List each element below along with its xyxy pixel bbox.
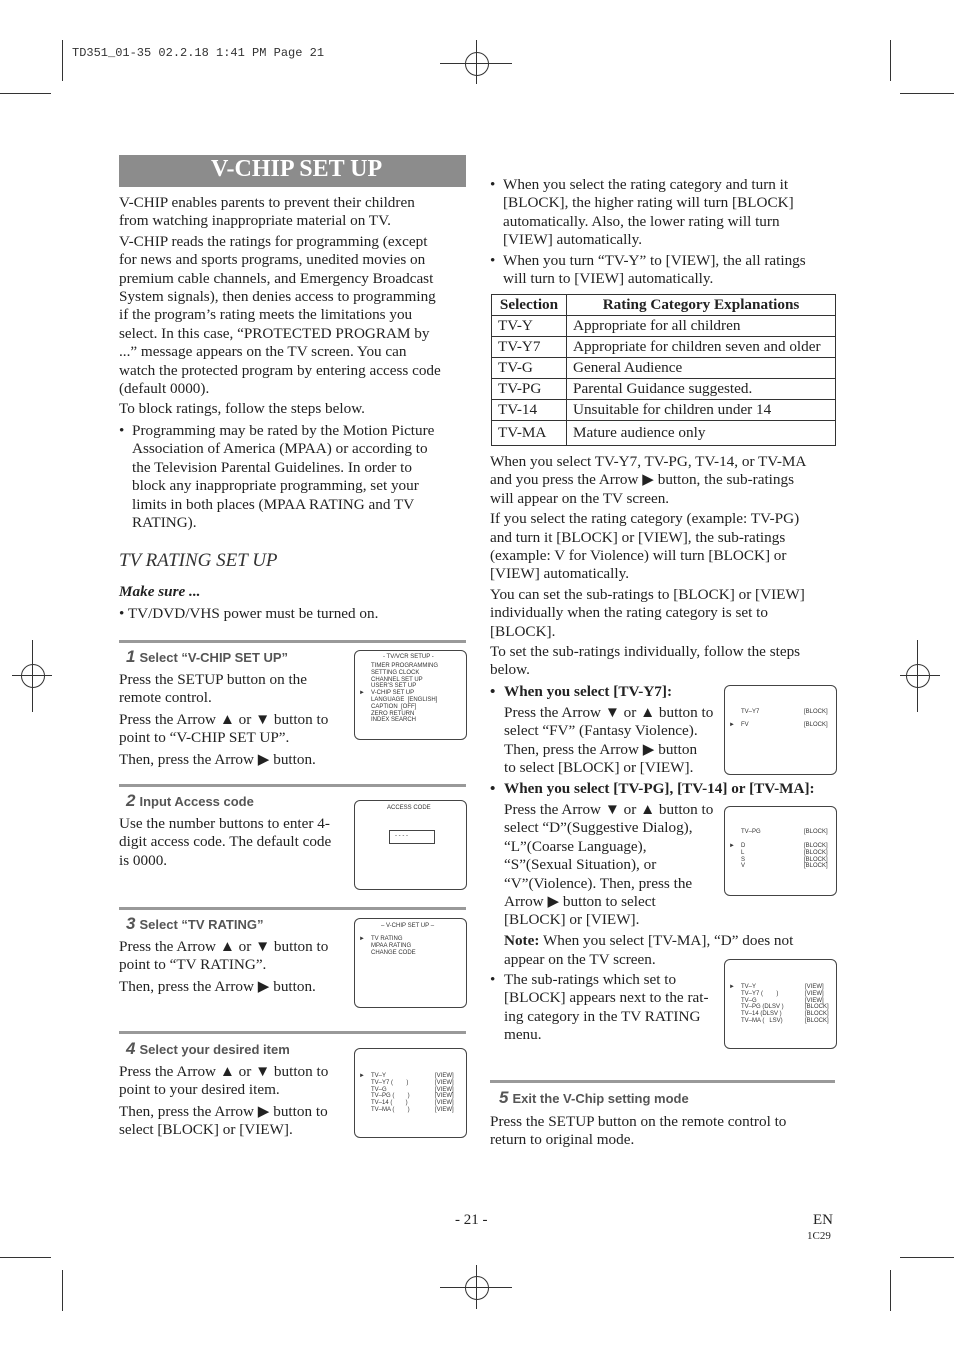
registration-mark — [465, 1276, 489, 1300]
crop-mark — [0, 1257, 51, 1258]
registration-mark — [21, 664, 45, 688]
crop-mark — [62, 1270, 63, 1311]
table-row: TV-MA Mature audience only — [492, 421, 836, 446]
note-text-2: appear on the TV screen. — [504, 951, 656, 968]
crop-mark — [890, 40, 891, 81]
crop-mark — [890, 1270, 891, 1311]
registration-mark — [465, 52, 489, 76]
screen-access-code: ACCESS CODE - - - - — [354, 800, 467, 890]
screen-tv-rating: ► TV–Y TV–Y7 ( ) TV–G TV–PG ( ) TV–14 ( ) TV–MA ( ) [VIEW] [VIEW] [VIEW] [VIEW] [VIEW] [VIEW] — [354, 1048, 467, 1138]
screen-final-rating: ► TV–Y TV–Y7 ( ) TV–G TV–PG (DLSV ) TV–14 (DLSV ) TV–MA ( LSV) [VIEW] [VIEW] [VIEW] [BLOCK] [BLOCK] [BLOCK] — [724, 959, 837, 1049]
language-label: EN — [813, 1212, 833, 1228]
page-title-bar — [119, 155, 466, 187]
y7-heading: When you select [TV-Y7]: — [504, 683, 673, 700]
rating-table — [491, 294, 836, 446]
step-4-text: Press the Arrow ▲ or ▼ button to point to your desired item. Then, press the Arrow ▶ button to select [BLOCK] or [VIEW]. — [119, 1063, 329, 1139]
step-divider — [119, 907, 466, 910]
crop-mark — [900, 93, 954, 94]
after-table-text: When you select TV-Y7, TV-PG, TV-14, or TV-MA and you press the Arrow ▶ button, the sub-ratings will appear on the TV screen. If you select the rating category (example: TV-PG) and turn it [BLOCK] or [VIEW], the sub-ratings (example: V for Violence) will turn [BLOCK] or [VIEW] automatically. You can set the sub-ratings to [BLOCK] or [VIEW] individually when the rating category is set to [BLOCK]. To set the sub-ratings individually, follow the steps below. — [490, 453, 807, 679]
make-sure-label: Make sure ... — [119, 583, 201, 600]
right-bullet-2: When you turn “TV-Y” to [VIEW], the all ratings will turn to [VIEW] automatically. — [503, 252, 806, 288]
cursor-arrow-icon: ► — [359, 690, 365, 697]
table-row: TV-14 Unsuitable for children under 14 — [492, 400, 836, 421]
screen-tvvcr-setup: - TV/VCR SETUP - TIMER PROGRAMMING SETTING CLOCK CHANNEL SET UP USER’S SET UP ► V-CHIP SET UP LANGUAGE [ENGLISH] CAPTION [OFF] ZERO RETURN INDEX SEARCH — [354, 650, 467, 740]
pg-heading: When you select [TV-PG], [TV-14] or [TV-MA]: — [504, 780, 815, 797]
page-title: V-CHIP SET UP — [211, 156, 383, 182]
step-4-heading: 4 Select your desired item — [126, 1039, 290, 1058]
registration-mark — [906, 664, 930, 688]
table-row: TV-G General Audience — [492, 358, 836, 379]
crop-mark — [62, 40, 63, 81]
step-divider — [119, 784, 466, 787]
screen-tv-pg: TV–PG [BLOCK] ► D [BLOCK] L [BLOCK] S [BLOCK] V [BLOCK] — [724, 806, 837, 896]
print-header: TD351_01-35 02.2.18 1:41 PM Page 21 — [72, 46, 325, 60]
right-bullet-1: When you select the rating category and turn it [BLOCK], the higher rating will turn [BLOCK] automatically. Also, the lower rating will turn [VIEW] automatically. — [503, 176, 794, 249]
note-text: Note: When you select [TV-MA], “D” does not — [504, 932, 794, 949]
pg-text: Press the Arrow ▼ or ▲ button to select “D”(Suggestive Dialog), “L”(Coarse Language), “S”(Sexual Situation), or “V”(Violence). Then, press the Arrow ▶ button to select [BLOCK] or [VIEW]. — [504, 801, 714, 929]
step-3-text: Press the Arrow ▲ or ▼ button to point to “TV RATING”. Then, press the Arrow ▶ button. — [119, 938, 329, 995]
step-1-text: Press the SETUP button on the remote control. Press the Arrow ▲ or ▼ button to point to “V-CHIP SET UP”. Then, press the Arrow ▶ button. — [119, 671, 329, 768]
intro-text: V-CHIP enables parents to prevent their children from watching inappropriate material on TV. V-CHIP reads the ratings for programming (except for news and sports programs, unedited movies on premium cable channels, and Emergency Broadcast System signals), then denies access to programming if the program’s rating meets the limitations you select. In this case, “PROTECTED PROGRAM by ...” message appears on the TV screen. You can watch the protected program by entering access code (default 0000). To block ratings, follow the steps below. — [119, 194, 441, 418]
screen-vchip-setup: – V-CHIP SET UP – ► TV RATING MPAA RATING CHANGE CODE — [354, 918, 467, 1008]
y7-text: Press the Arrow ▼ or ▲ button to select “FV” (Fantasy Violence). Then, press the Arrow ▶ button to select [BLOCK] or [VIEW]. — [504, 704, 714, 777]
step-5-heading: 5 Exit the V-Chip setting mode — [499, 1088, 689, 1107]
crop-mark — [0, 93, 51, 94]
step-1-heading: 1 Select “V-CHIP SET UP” — [126, 647, 289, 666]
step-2-heading: 2 Input Access code — [126, 791, 254, 810]
step-5-text: Press the SETUP button on the remote control to return to original mode. — [490, 1113, 787, 1149]
last-bullet: The sub-ratings which set to [BLOCK] appears next to the rat- ing category in the TV RATING menu. — [504, 971, 709, 1044]
page-number: - 21 - — [455, 1212, 488, 1228]
step-divider — [119, 640, 466, 643]
table-header: Selection — [492, 295, 567, 316]
step-3-heading: 3 Select “TV RATING” — [126, 914, 264, 933]
step-divider — [119, 1031, 466, 1034]
table-row: TV-Y Appropriate for all children — [492, 316, 836, 337]
step-divider — [490, 1080, 835, 1083]
section-title: TV RATING SET UP — [119, 550, 278, 571]
table-row: TV-Y7 Appropriate for children seven and older — [492, 337, 836, 358]
screen-tv-y7: TV–Y7 [BLOCK] ► FV [BLOCK] — [724, 685, 837, 775]
mpaa-bullet: Programming may be rated by the Motion Picture Association of America (MPAA) or according to the Television Parental Guidelines. In order to block any inappropriate programming, set your limits in both places (MPAA RATING and TV RATING). — [132, 422, 435, 532]
table-header: Rating Category Explanations — [567, 295, 836, 316]
make-sure-item: • TV/DVD/VHS power must be turned on. — [119, 605, 379, 622]
table-row: TV-PG Parental Guidance suggested. — [492, 379, 836, 400]
step-2-text: Use the number buttons to enter 4- digit access code. The default code is 0000. — [119, 815, 332, 869]
crop-mark — [900, 1257, 954, 1258]
doc-code: 1C29 — [807, 1230, 831, 1242]
